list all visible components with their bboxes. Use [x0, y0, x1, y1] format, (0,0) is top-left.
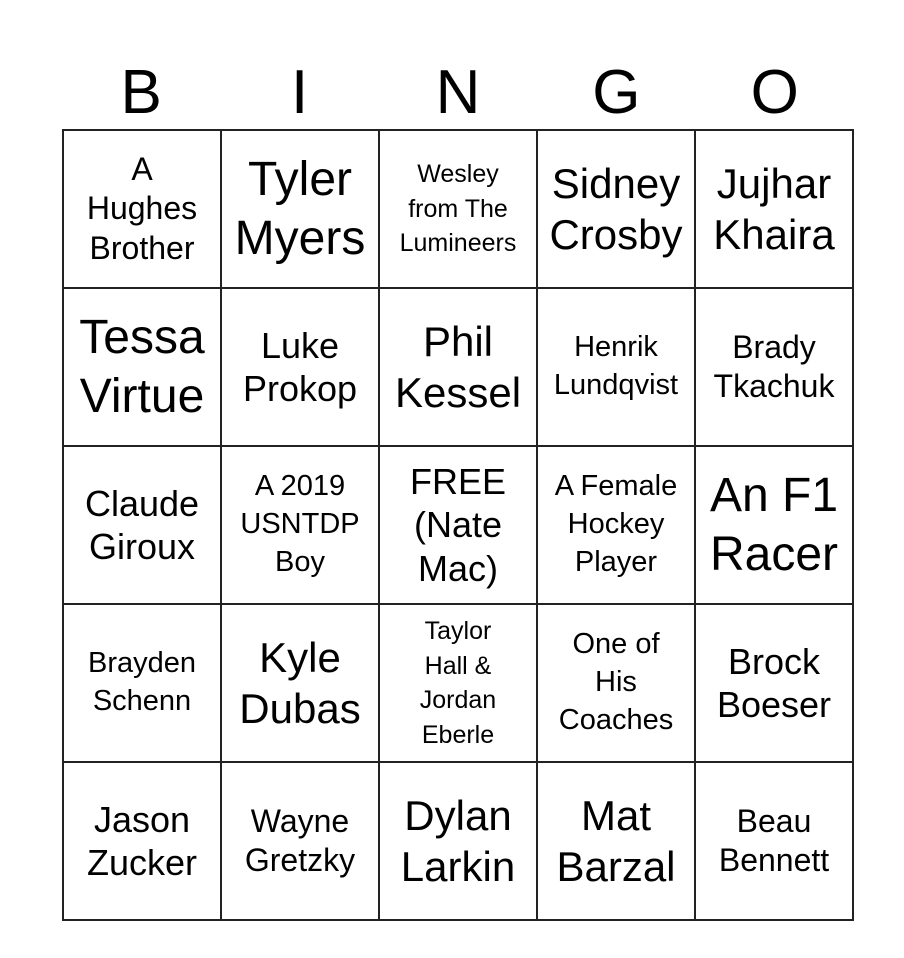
bingo-cell[interactable]	[696, 447, 854, 605]
bingo-cell[interactable]	[222, 605, 380, 763]
cell-label: FREE (Nate Mac)	[409, 461, 506, 589]
bingo-cell[interactable]	[696, 131, 854, 289]
cell-label: Brady Tkachuk	[713, 328, 835, 404]
cell-label: Sidney Crosby	[549, 159, 683, 258]
header-letter-o: O	[750, 58, 799, 127]
cell-label: Wesley from The Lumineers	[399, 160, 517, 258]
cell-label: Dylan Larkin	[400, 791, 516, 890]
header-letter-n: N	[435, 58, 481, 127]
bingo-cell[interactable]	[380, 131, 538, 289]
cell-label: Mat Barzal	[556, 791, 676, 890]
bingo-cell[interactable]	[538, 605, 696, 763]
cell-label: Jason Zucker	[86, 798, 198, 883]
cell-label: Jujhar Khaira	[713, 159, 835, 258]
bingo-cell[interactable]	[696, 605, 854, 763]
cell-label: Tessa Virtue	[79, 310, 205, 423]
bingo-header	[62, 56, 854, 130]
cell-label: A Hughes Brother	[86, 151, 198, 266]
bingo-board	[62, 129, 854, 921]
bingo-cell[interactable]	[64, 447, 222, 605]
bingo-cell[interactable]	[538, 131, 696, 289]
cell-label: Wayne Gretzky	[244, 802, 356, 878]
header-letter-i: I	[290, 58, 309, 127]
cell-label: One of His Coaches	[558, 628, 674, 736]
free-space[interactable]	[380, 447, 538, 605]
bingo-cell[interactable]	[64, 131, 222, 289]
bingo-cell[interactable]	[222, 131, 380, 289]
cell-label: Taylor Hall & Jordan Eberle	[419, 617, 497, 749]
bingo-cell[interactable]	[222, 763, 380, 921]
cell-label: Brock Boeser	[716, 640, 832, 725]
cell-label: Kyle Dubas	[239, 633, 361, 732]
cell-label: Luke Prokop	[242, 324, 358, 409]
bingo-cell[interactable]	[380, 763, 538, 921]
cell-label: Tyler Myers	[234, 152, 366, 265]
bingo-cell[interactable]	[64, 605, 222, 763]
header-letter-b: B	[120, 58, 162, 127]
cell-label: Brayden Schenn	[87, 647, 196, 717]
bingo-cell[interactable]	[538, 763, 696, 921]
cell-label: A Female Hockey Player	[554, 470, 678, 578]
bingo-cell[interactable]	[222, 447, 380, 605]
header-letter-g: G	[592, 58, 641, 127]
bingo-cell[interactable]	[538, 447, 696, 605]
bingo-cell[interactable]	[222, 289, 380, 447]
cell-label: Beau Bennett	[718, 802, 830, 878]
bingo-cell[interactable]	[380, 605, 538, 763]
bingo-cell[interactable]	[696, 763, 854, 921]
cell-label: Phil Kessel	[394, 317, 522, 416]
bingo-cell[interactable]	[64, 763, 222, 921]
bingo-cell[interactable]	[696, 289, 854, 447]
bingo-cell[interactable]	[64, 289, 222, 447]
cell-label: An F1 Racer	[709, 468, 839, 581]
cell-label: Claude Giroux	[84, 482, 200, 567]
bingo-cell[interactable]	[538, 289, 696, 447]
bingo-cell[interactable]	[380, 289, 538, 447]
cell-label: Henrik Lundqvist	[553, 331, 679, 401]
cell-label: A 2019 USNTDP Boy	[240, 470, 360, 578]
